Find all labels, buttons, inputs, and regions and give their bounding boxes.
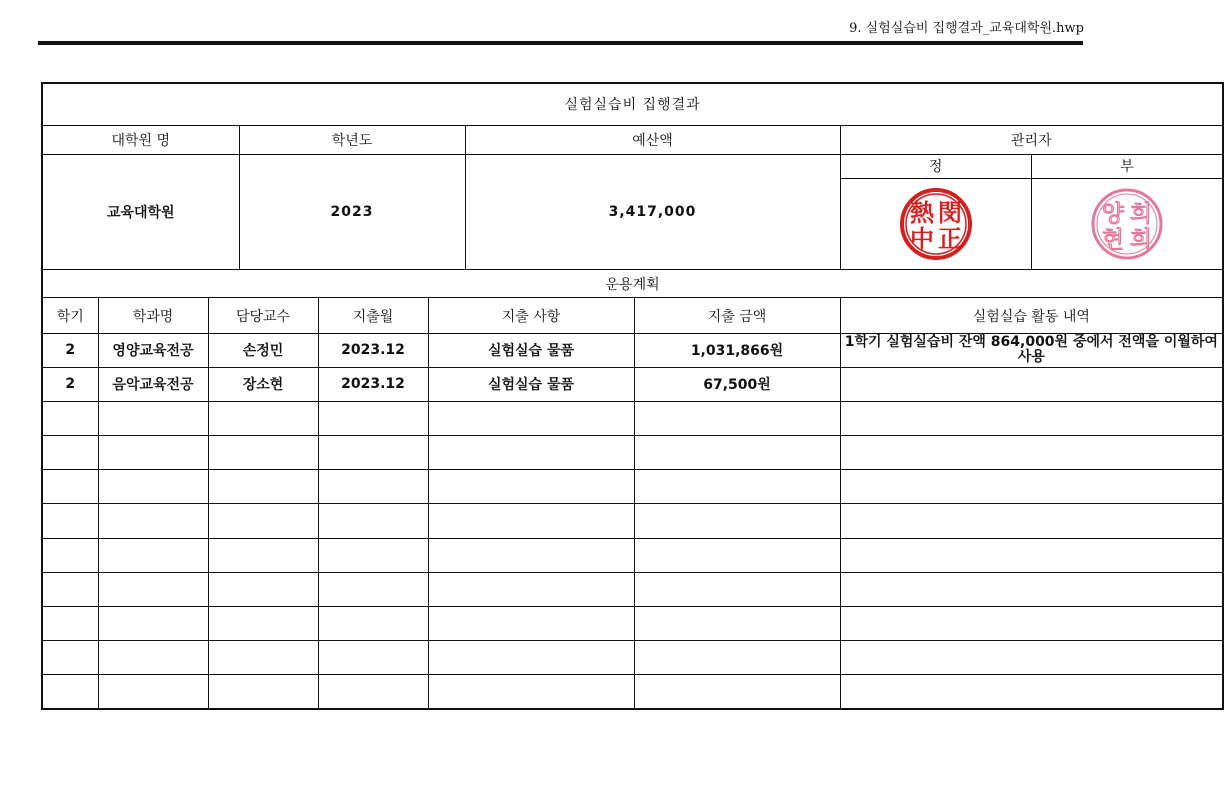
svg-text:현: 현	[1101, 227, 1125, 254]
table-row	[42, 606, 1223, 640]
svg-text:희: 희	[1129, 201, 1153, 228]
dept-cell	[98, 538, 208, 572]
professor-cell	[208, 572, 318, 606]
professor-cell	[208, 504, 318, 538]
dept-cell	[98, 641, 208, 675]
item-cell	[428, 504, 634, 538]
item-cell	[428, 470, 634, 504]
amount-cell	[634, 402, 840, 436]
svg-text:熱: 熱	[909, 198, 934, 228]
grad-school-value: 교육대학원	[42, 154, 239, 270]
activity-cell	[840, 470, 1223, 504]
manager-primary-seal-cell	[841, 178, 1032, 269]
table-row	[42, 333, 1223, 367]
secondary-seal-stamp	[1089, 186, 1165, 262]
semester-cell	[42, 606, 98, 640]
detail-header-row	[42, 298, 1223, 333]
detail-body	[42, 333, 1223, 709]
month-cell	[318, 402, 428, 436]
table-row	[42, 675, 1223, 709]
activity-cell	[840, 572, 1223, 606]
amount-cell	[634, 641, 840, 675]
col-header-month: 지출월	[318, 298, 428, 333]
col-header-dept: 학과명	[98, 298, 208, 333]
table-row	[42, 436, 1223, 470]
execution-result-table	[41, 82, 1224, 710]
item-cell	[428, 538, 634, 572]
item-cell	[428, 675, 634, 709]
col-header-budget: 예산액	[465, 125, 840, 154]
table-row	[42, 641, 1223, 675]
month-cell: 2023.12	[318, 333, 428, 367]
dept-cell: 영양교육전공	[98, 333, 208, 367]
semester-cell	[42, 504, 98, 538]
col-header-amount: 지출 금액	[634, 298, 840, 333]
item-cell	[428, 572, 634, 606]
month-cell	[318, 606, 428, 640]
amount-cell	[634, 538, 840, 572]
item-cell: 실험실습 물품	[428, 367, 634, 401]
semester-cell	[42, 572, 98, 606]
month-cell	[318, 675, 428, 709]
item-cell	[428, 436, 634, 470]
item-cell	[428, 402, 634, 436]
manager-primary-label: 정	[841, 155, 1032, 179]
amount-cell: 1,031,866원	[634, 333, 840, 367]
professor-cell	[208, 641, 318, 675]
col-header-activity: 실험실습 활동 내역	[840, 298, 1223, 333]
month-cell	[318, 572, 428, 606]
dept-cell	[98, 436, 208, 470]
semester-cell: 2	[42, 333, 98, 367]
activity-cell	[840, 538, 1223, 572]
activity-cell	[840, 504, 1223, 538]
dept-cell	[98, 606, 208, 640]
month-cell	[318, 538, 428, 572]
professor-cell	[208, 436, 318, 470]
manager-secondary-label: 부	[1031, 155, 1222, 179]
month-cell	[318, 641, 428, 675]
month-cell	[318, 504, 428, 538]
svg-text:正: 正	[937, 224, 962, 254]
activity-cell	[840, 367, 1223, 401]
amount-cell	[634, 504, 840, 538]
document-filename: 9. 실험실습비 집행결과_교육대학원.hwp	[849, 21, 1084, 36]
dept-cell	[98, 470, 208, 504]
dept-cell	[98, 675, 208, 709]
activity-cell	[840, 675, 1223, 709]
semester-cell	[42, 641, 98, 675]
item-cell	[428, 641, 634, 675]
manager-cell	[840, 154, 1223, 270]
month-cell	[318, 470, 428, 504]
amount-cell	[634, 606, 840, 640]
professor-cell	[208, 675, 318, 709]
professor-cell	[208, 402, 318, 436]
month-cell	[318, 436, 428, 470]
activity-cell	[840, 606, 1223, 640]
header-rule	[38, 41, 1083, 45]
semester-cell	[42, 436, 98, 470]
professor-cell	[208, 470, 318, 504]
table-row	[42, 402, 1223, 436]
table-row	[42, 470, 1223, 504]
professor-cell: 손정민	[208, 333, 318, 367]
amount-cell	[634, 572, 840, 606]
dept-cell	[98, 572, 208, 606]
semester-cell	[42, 470, 98, 504]
activity-cell: 1학기 실험실습비 잔액 864,000원 중에서 전액을 이월하여 사용	[840, 333, 1223, 367]
item-cell: 실험실습 물품	[428, 333, 634, 367]
col-header-grad-school: 대학원 명	[42, 125, 239, 154]
activity-cell	[840, 402, 1223, 436]
budget-value: 3,417,000	[465, 154, 840, 270]
professor-cell: 장소현	[208, 367, 318, 401]
table-row	[42, 572, 1223, 606]
semester-cell	[42, 538, 98, 572]
semester-cell: 2	[42, 367, 98, 401]
svg-text:中: 中	[909, 224, 934, 254]
item-cell	[428, 606, 634, 640]
table-row	[42, 367, 1223, 401]
professor-cell	[208, 606, 318, 640]
col-header-item: 지출 사항	[428, 298, 634, 333]
semester-cell	[42, 675, 98, 709]
col-header-year: 학년도	[239, 125, 465, 154]
col-header-manager: 관리자	[840, 125, 1223, 154]
dept-cell	[98, 402, 208, 436]
manager-secondary-seal-cell	[1031, 178, 1222, 269]
amount-cell	[634, 675, 840, 709]
amount-cell	[634, 470, 840, 504]
amount-cell: 67,500원	[634, 367, 840, 401]
primary-seal-stamp	[898, 186, 974, 262]
svg-text:閔: 閔	[937, 198, 962, 228]
professor-cell	[208, 538, 318, 572]
semester-cell	[42, 402, 98, 436]
plan-label: 운용계획	[42, 270, 1223, 298]
col-header-semester: 학기	[42, 298, 98, 333]
col-header-professor: 담당교수	[208, 298, 318, 333]
amount-cell	[634, 436, 840, 470]
dept-cell: 음악교육전공	[98, 367, 208, 401]
page-title: 실험실습비 집행결과	[42, 83, 1223, 125]
manager-subtable	[841, 155, 1223, 270]
svg-text:희: 희	[1129, 227, 1153, 254]
svg-text:양: 양	[1101, 201, 1125, 228]
month-cell: 2023.12	[318, 367, 428, 401]
table-row	[42, 504, 1223, 538]
dept-cell	[98, 504, 208, 538]
activity-cell	[840, 641, 1223, 675]
year-value: 2023	[239, 154, 465, 270]
table-row	[42, 538, 1223, 572]
activity-cell	[840, 436, 1223, 470]
